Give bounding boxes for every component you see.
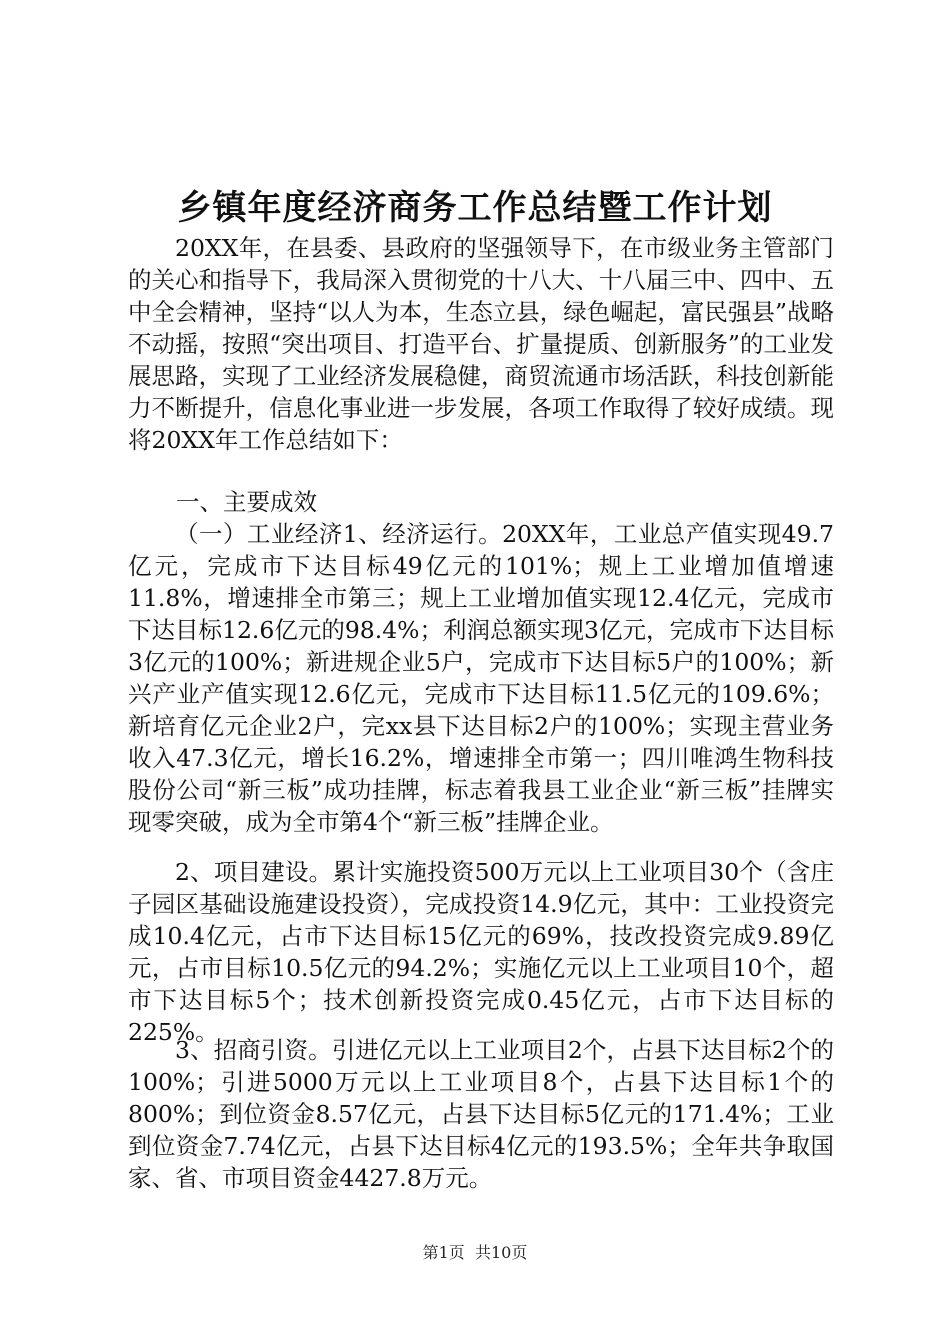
industrial-economy-paragraph: （一）工业经济1、经济运行。20XX年，工业总产值实现49.7亿元，完成市下达目标49亿元的101%；规上工业增加值增速11.8%，增速排全市第三；规上工业增加值实现12.4亿元，完成市下达目标12.6亿元的98.4%；利润总额实现3亿元，完成市下达目标3亿元的100%；新进规企业5户，完成市下达目标5户的100%；新兴产业产值实现12.6亿元，完成市下达目标11.5亿元的109.6%；新培育亿元企业2户，完xx县下达目标2户的100%；实现主营业务收入47.3亿元，增长16.2%，增速排全市第一；四川唯鸿生物科技股份公司“新三板”成功挂牌，标志着我县工业企业“新三板”挂牌实现零突破，成为全市第4个“新三板”挂牌企业。 (128, 520, 834, 836)
page-number: 第1页 (422, 1243, 465, 1262)
project-construction-paragraph: 2、项目建设。累计实施投资500万元以上工业项目30个（含庄子园区基础设施建设投资），完成投资14.9亿元，其中：工业投资完成10.4亿元，占市下达目标15亿元的69%，技改投资完成9.89亿元，占市目标10.5亿元的94.2%；实施亿元以上工业项目10个，超市下达目标5个；技术创新投资完成0.45亿元，占市下达目标的225%。 (128, 858, 834, 1046)
page-footer (0, 1243, 950, 1263)
investment-attraction-paragraph: 3、招商引资。引进亿元以上工业项目2个，占县下达目标2个的100%；引进5000万元以上工业项目8个，占县下达目标1个的800%；到位资金8.57亿元，占县下达目标5亿元的171.4%；工业到位资金7.74亿元，占县下达目标4亿元的193.5%；全年共争取国家、省、市项目资金4427.8万元。 (128, 1036, 834, 1192)
section-heading: 一、主要成效 (176, 488, 317, 516)
page-total: 共10页 (474, 1243, 528, 1262)
intro-paragraph: 20XX年，在县委、县政府的坚强领导下，在市级业务主管部门的关心和指导下，我局深入贯彻党的十八大、十八届三中、四中、五中全会精神，坚持“以人为本，生态立县，绿色崛起，富民强县”战略不动摇，按照“突出项目、打造平台、扩量提质、创新服务”的工业发展思路，实现了工业经济发展稳健，商贸流通市场活跃，科技创新能力不断提升，信息化事业进一步发展，各项工作取得了较好成绩。现将20XX年工作总结如下： (128, 234, 834, 454)
document-title: 乡镇年度经济商务工作总结暨工作计划 (177, 188, 773, 228)
